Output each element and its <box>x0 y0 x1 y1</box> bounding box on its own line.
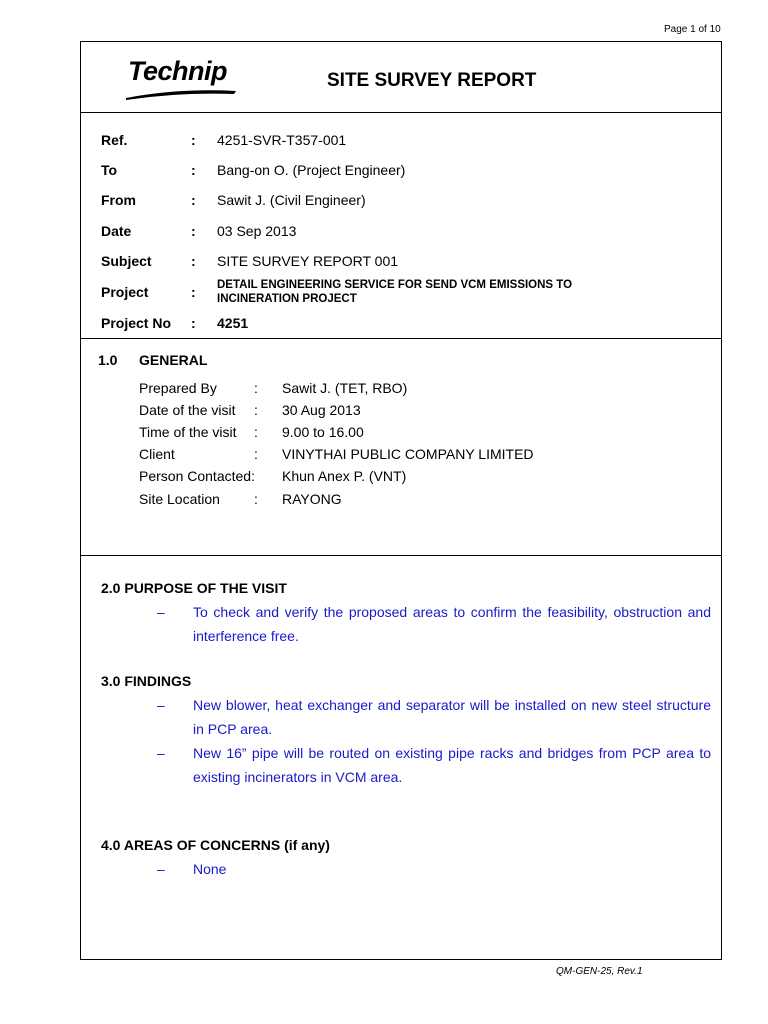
form-code-footer: QM-GEN-25, Rev.1 <box>556 966 643 977</box>
project-no-colon: : <box>191 315 196 331</box>
header-divider <box>80 112 722 113</box>
prepared-by-colon: : <box>254 380 258 396</box>
site-location-label: Site Location <box>139 491 220 507</box>
visit-date-label: Date of the visit <box>139 402 236 418</box>
findings-bullet-marker-2: – <box>157 745 165 761</box>
subject-label: Subject <box>101 253 152 269</box>
date-colon: : <box>191 223 196 239</box>
visit-time-label: Time of the visit <box>139 424 237 440</box>
project-value-line2: INCINERATION PROJECT <box>217 293 357 305</box>
concerns-section-title: 4.0 AREAS OF CONCERNS (if any) <box>101 837 330 853</box>
client-label: Client <box>139 446 175 462</box>
prepared-by-label: Prepared By <box>139 380 217 396</box>
to-value: Bang-on O. (Project Engineer) <box>217 162 406 178</box>
project-no-value: 4251 <box>217 315 249 331</box>
to-label: To <box>101 162 118 178</box>
site-location-colon: : <box>254 491 258 507</box>
visit-time-colon: : <box>254 424 258 440</box>
purpose-bullet-marker: – <box>157 604 165 620</box>
from-colon: : <box>191 192 196 208</box>
person-contacted-value: Khun Anex P. (VNT) <box>282 468 407 484</box>
findings-bullet-text-2: New 16” pipe will be routed on existing pipe racks and bridges from PCP area to existing incinerators in VCM area. <box>193 745 711 785</box>
meta-divider <box>80 338 722 339</box>
concerns-bullet-text: None <box>193 861 227 877</box>
date-label: Date <box>101 223 132 239</box>
findings-section-title: 3.0 FINDINGS <box>101 673 192 689</box>
findings-bullet-text-1: New blower, heat exchanger and separator will be installed on new steel structure in PCP area. <box>193 697 711 737</box>
client-value: VINYTHAI PUBLIC COMPANY LIMITED <box>282 446 534 462</box>
ref-label: Ref. <box>101 132 128 148</box>
ref-value: 4251-SVR-T357-001 <box>217 132 347 148</box>
project-colon: : <box>191 284 196 300</box>
findings-bullet-marker-1: – <box>157 697 165 713</box>
prepared-by-value: Sawit J. (TET, RBO) <box>282 380 408 396</box>
technip-logo <box>124 58 236 100</box>
project-no-label: Project No <box>101 315 172 331</box>
ref-colon: : <box>191 132 196 148</box>
person-contacted-label: Person Contacted: <box>139 468 255 484</box>
from-value: Sawit J. (Civil Engineer) <box>217 192 366 208</box>
general-section-number: 1.0 <box>98 352 118 368</box>
project-value-line1: DETAIL ENGINEERING SERVICE FOR SEND VCM EMISSIONS TO <box>217 279 573 291</box>
general-section-title: GENERAL <box>139 352 208 368</box>
subject-value: SITE SURVEY REPORT 001 <box>217 253 399 269</box>
logo-swoosh-icon <box>124 58 236 100</box>
report-title: SITE SURVEY REPORT <box>327 70 537 91</box>
client-colon: : <box>254 446 258 462</box>
project-label: Project <box>101 284 149 300</box>
visit-date-value: 30 Aug 2013 <box>282 402 361 418</box>
subject-colon: : <box>191 253 196 269</box>
from-label: From <box>101 192 136 208</box>
purpose-section-title: 2.0 PURPOSE OF THE VISIT <box>101 580 287 596</box>
visit-time-value: 9.00 to 16.00 <box>282 424 364 440</box>
concerns-bullet-marker: – <box>157 861 165 877</box>
general-divider <box>80 555 722 556</box>
purpose-bullet-text: To check and verify the proposed areas to confirm the feasibility, obstruction and interference free. <box>193 604 711 644</box>
date-value: 03 Sep 2013 <box>217 223 297 239</box>
visit-date-colon: : <box>254 402 258 418</box>
logo-wordmark: Technip <box>128 56 228 86</box>
page-number: Page 1 of 10 <box>664 24 721 35</box>
site-location-value: RAYONG <box>282 491 342 507</box>
to-colon: : <box>191 162 196 178</box>
